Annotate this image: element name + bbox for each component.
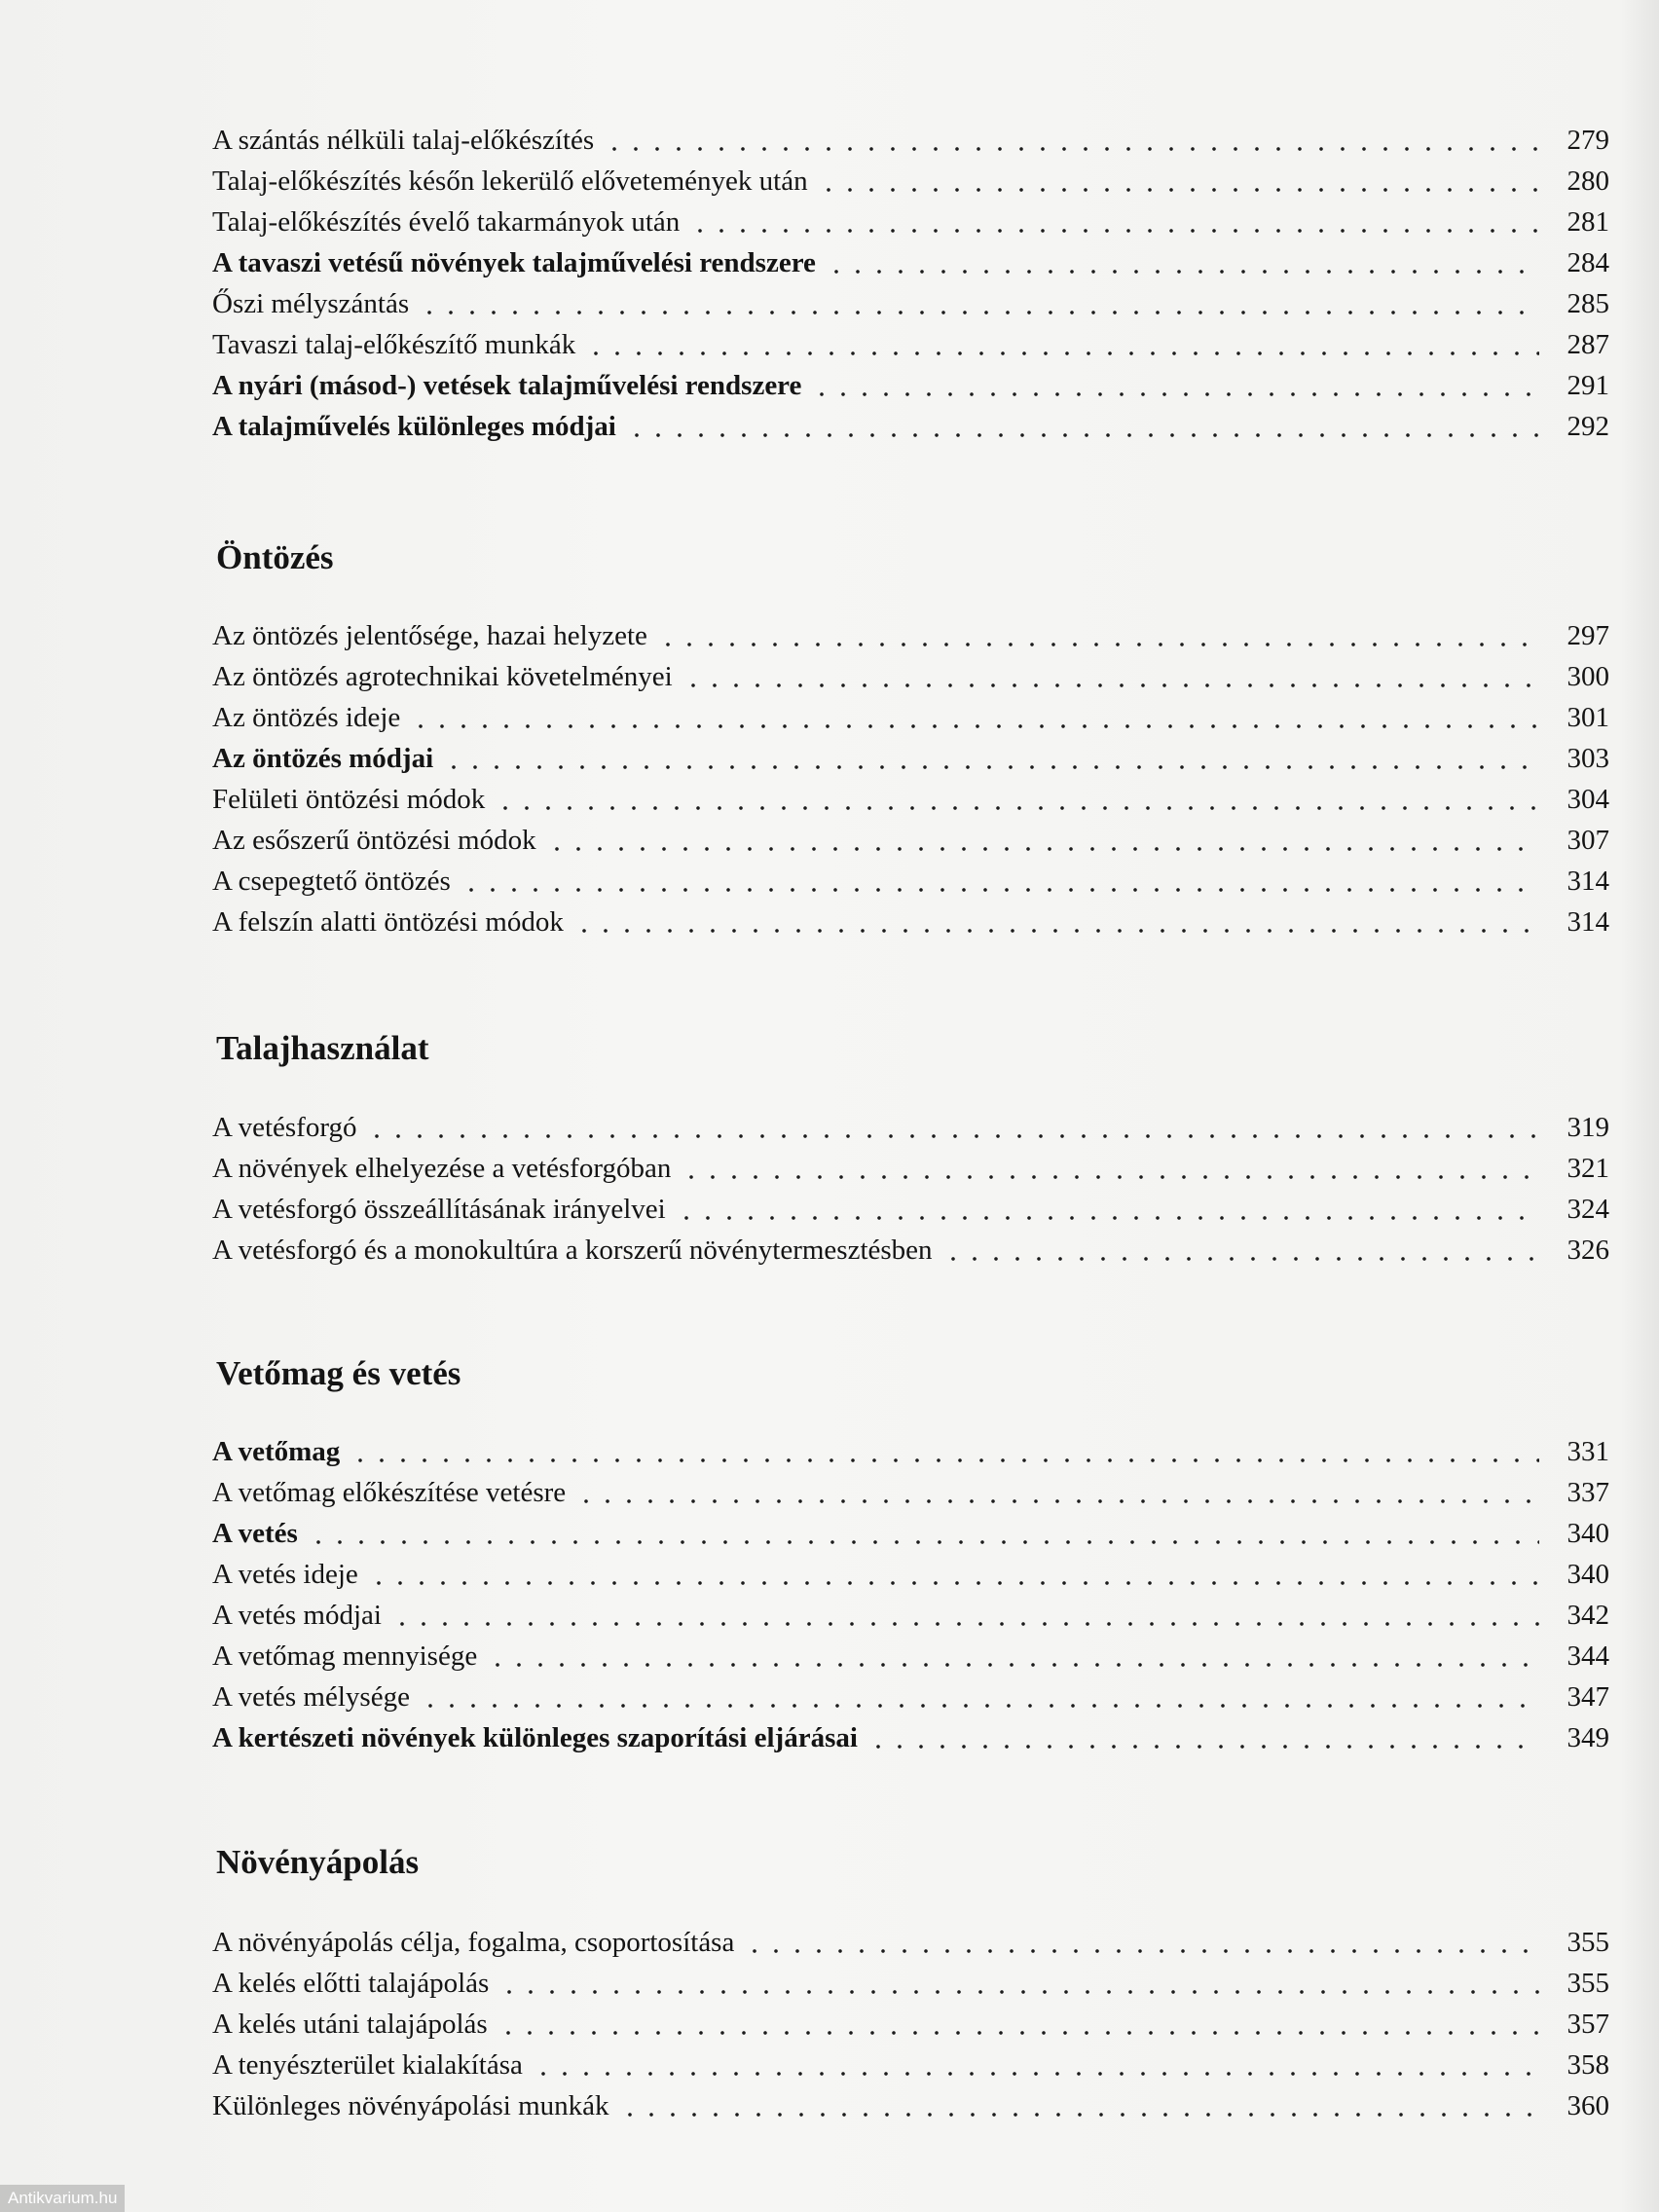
toc-entry — [212, 120, 1609, 161]
leader-dots — [818, 188, 1539, 192]
toc-entry — [212, 1554, 1609, 1595]
toc-entry-title: A növények elhelyezése a vetésforgóban — [212, 1153, 672, 1184]
leader-dots — [487, 1663, 1539, 1667]
toc-entry-page: 340 — [1567, 1559, 1609, 1590]
toc-entry — [212, 2045, 1609, 2085]
section-heading: Vetőmag és vetés — [216, 1354, 461, 1392]
toc-entry-page: 285 — [1567, 288, 1609, 319]
leader-dots — [619, 2113, 1539, 2117]
toc-entry — [212, 202, 1609, 242]
toc-entry-title: A vetőmag mennyisége — [212, 1641, 478, 1672]
toc-entry-title: Felületi öntözési módok — [212, 784, 486, 815]
toc-entry-page: 321 — [1567, 1153, 1609, 1184]
toc-entry — [212, 1107, 1609, 1148]
toc-entry-title: A szántás nélküli talaj-előkészítés — [212, 125, 595, 156]
toc-entry-page: 319 — [1567, 1112, 1609, 1143]
toc-entry — [212, 615, 1609, 656]
toc-entry-page: 300 — [1567, 661, 1609, 692]
toc-entry — [212, 2085, 1609, 2126]
toc-entry — [212, 656, 1609, 697]
leader-dots — [495, 806, 1539, 810]
toc-entry-page: 297 — [1567, 620, 1609, 651]
toc-entry — [212, 861, 1609, 902]
leader-dots — [498, 1990, 1539, 1994]
toc-entry-page: 284 — [1567, 247, 1609, 278]
leader-dots — [419, 311, 1539, 314]
leader-dots — [744, 1949, 1539, 1953]
toc-entry-title: Őszi mélyszántás — [212, 288, 410, 319]
leader-dots — [689, 229, 1539, 233]
leader-dots — [676, 1216, 1539, 1220]
leader-dots — [826, 270, 1539, 274]
leader-dots — [410, 724, 1539, 728]
toc-entry — [212, 1230, 1609, 1271]
toc-entry-title: A növényápolás célja, fogalma, csoportosítása — [212, 1927, 735, 1958]
toc-entry-page: 347 — [1567, 1681, 1609, 1713]
toc-entry-page: 331 — [1567, 1436, 1609, 1467]
toc-entry-page: 358 — [1567, 2049, 1609, 2081]
toc-entry-title: A kertészeti növények különleges szaporítási eljárásai — [212, 1722, 858, 1753]
toc-entry — [212, 1472, 1609, 1513]
toc-entry-page: 292 — [1567, 411, 1609, 442]
toc-entry-title: A vetésforgó összeállításának irányelvei — [212, 1194, 666, 1225]
leader-dots — [546, 847, 1539, 851]
toc-entry-title: A tavaszi vetésű növények talajművelési rendszere — [212, 247, 816, 278]
toc-entry-title: Talaj-előkészítés későn lekerülő elővetemények után — [212, 166, 808, 197]
toc-entry-title: Az esőszerű öntözési módok — [212, 825, 536, 856]
toc-entry — [212, 1595, 1609, 1636]
toc-entry — [212, 1677, 1609, 1717]
toc-entry — [212, 1717, 1609, 1758]
toc-entry — [212, 1636, 1609, 1677]
toc-entry-page: 355 — [1567, 1968, 1609, 1999]
toc-entry — [212, 406, 1609, 447]
toc-entry-title: A kelés utáni talajápolás — [212, 2009, 488, 2040]
toc-entry — [212, 902, 1609, 942]
toc-entry — [212, 1148, 1609, 1189]
toc-entry-page: 355 — [1567, 1927, 1609, 1958]
section-heading: Növényápolás — [216, 1843, 420, 1881]
toc-entry-title: A vetőmag — [212, 1436, 341, 1467]
toc-entry-title: A talajművelés különleges módjai — [212, 411, 616, 442]
leader-dots — [350, 1458, 1539, 1462]
toc-entry — [212, 283, 1609, 324]
toc-entry-page: 324 — [1567, 1194, 1609, 1225]
toc-entry — [212, 1513, 1609, 1554]
leader-dots — [443, 765, 1539, 769]
leader-dots — [867, 1745, 1539, 1749]
leader-dots — [575, 1499, 1539, 1503]
toc-entry-title: A tenyészterület kialakítása — [212, 2049, 523, 2081]
toc-entry-title: A vetőmag előkészítése vetésre — [212, 1477, 567, 1508]
leader-dots — [626, 433, 1539, 437]
section-heading: Talajhasználat — [216, 1029, 429, 1067]
toc-entry-title: A vetésforgó és a monokultúra a korszerű növénytermesztésben — [212, 1235, 933, 1266]
toc-entry-title: Különleges növényápolási munkák — [212, 2090, 609, 2121]
toc-entry-page: 314 — [1567, 906, 1609, 938]
leader-dots — [681, 1175, 1539, 1179]
toc-entry-title: A kelés előtti talajápolás — [212, 1968, 490, 1999]
toc-entry-page: 342 — [1567, 1600, 1609, 1631]
toc-entry-title: A vetés ideje — [212, 1559, 358, 1590]
toc-entry-title: Az öntözés jelentősége, hazai helyzete — [212, 620, 647, 651]
toc-entry-page: 344 — [1567, 1641, 1609, 1672]
section-heading: Öntözés — [216, 538, 334, 576]
leader-dots — [573, 929, 1539, 933]
leader-dots — [811, 392, 1539, 396]
leader-dots — [682, 683, 1539, 687]
leader-dots — [942, 1257, 1539, 1261]
toc-entry — [212, 161, 1609, 202]
toc-entry-title: A vetés — [212, 1518, 298, 1549]
toc-entry — [212, 820, 1609, 861]
toc-entry-page: 349 — [1567, 1722, 1609, 1753]
toc-entry-page: 280 — [1567, 166, 1609, 197]
page-edge-shadow — [1620, 0, 1659, 2212]
leader-dots — [657, 643, 1539, 646]
toc-entry-title: Az öntözés agrotechnikai követelményei — [212, 661, 673, 692]
toc-entry-page: 287 — [1567, 329, 1609, 360]
leader-dots — [604, 147, 1539, 151]
toc-entry-title: Az öntözés módjai — [212, 743, 434, 774]
toc-entry — [212, 365, 1609, 406]
toc-entry — [212, 242, 1609, 283]
toc-entry-title: A vetésforgó — [212, 1112, 357, 1143]
toc-entry-page: 281 — [1567, 206, 1609, 238]
toc-entry-title: A vetés mélysége — [212, 1681, 410, 1713]
leader-dots — [461, 888, 1539, 892]
toc-entry — [212, 779, 1609, 820]
toc-entry-page: 303 — [1567, 743, 1609, 774]
toc-entry — [212, 1189, 1609, 1230]
toc-entry-page: 304 — [1567, 784, 1609, 815]
watermark-label: Antikvarium.hu — [0, 2185, 125, 2212]
toc-entry — [212, 1431, 1609, 1472]
toc-entry-page: 279 — [1567, 125, 1609, 156]
leader-dots — [498, 2031, 1539, 2035]
toc-entry-title: Az öntözés ideje — [212, 702, 401, 733]
leader-dots — [391, 1622, 1539, 1626]
toc-entry-title: A nyári (másod-) vetések talajművelési rendszere — [212, 370, 802, 401]
toc-entry-page: 301 — [1567, 702, 1609, 733]
toc-entry — [212, 738, 1609, 779]
toc-entry-title: A vetés módjai — [212, 1600, 382, 1631]
leader-dots — [368, 1581, 1539, 1585]
toc-entry-title: A csepegtető öntözés — [212, 866, 451, 897]
leader-dots — [420, 1704, 1539, 1708]
leader-dots — [366, 1134, 1539, 1138]
toc-entry-title: Talaj-előkészítés évelő takarmányok után — [212, 206, 681, 238]
toc-entry — [212, 1963, 1609, 2004]
toc-entry-page: 357 — [1567, 2009, 1609, 2040]
toc-entry-page: 291 — [1567, 370, 1609, 401]
toc-entry-page: 326 — [1567, 1235, 1609, 1266]
toc-entry-page: 340 — [1567, 1518, 1609, 1549]
toc-entry-page: 307 — [1567, 825, 1609, 856]
toc-entry — [212, 697, 1609, 738]
toc-entry-page: 360 — [1567, 2090, 1609, 2121]
leader-dots — [533, 2072, 1539, 2076]
toc-entry-title: Tavaszi talaj-előkészítő munkák — [212, 329, 576, 360]
toc-entry — [212, 2004, 1609, 2045]
leader-dots — [585, 351, 1539, 355]
leader-dots — [308, 1540, 1539, 1544]
toc-entry — [212, 324, 1609, 365]
toc-entry-title: A felszín alatti öntözési módok — [212, 906, 564, 938]
toc-entry-page: 314 — [1567, 866, 1609, 897]
toc-entry-page: 337 — [1567, 1477, 1609, 1508]
toc-entry — [212, 1922, 1609, 1963]
